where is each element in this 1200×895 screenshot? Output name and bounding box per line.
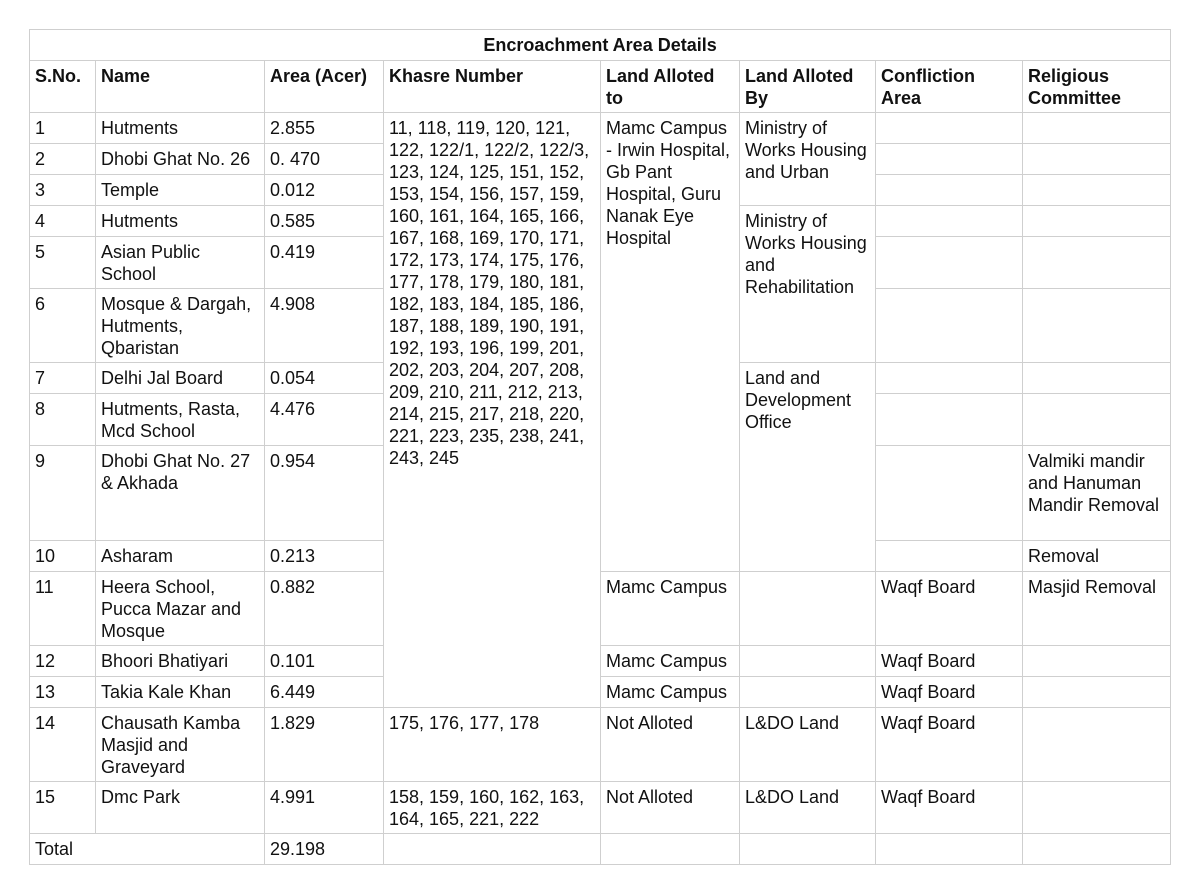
cell-land-by [740,834,876,865]
cell-area: 2.855 [265,113,384,144]
cell-name: Delhi Jal Board [96,363,265,394]
cell-religious [1023,646,1171,677]
cell-name: Temple [96,175,265,206]
cell-sno: 8 [30,394,96,446]
cell-sno: 10 [30,541,96,572]
cell-name: Hutments [96,113,265,144]
cell-area: 0.213 [265,541,384,572]
table-row [30,572,1171,646]
cell-confliction [876,289,1023,363]
cell-land-by [740,572,876,646]
cell-religious [1023,834,1171,865]
cell-area: 0.101 [265,646,384,677]
cell-confliction [876,446,1023,541]
cell-confliction: Waqf Board [876,572,1023,646]
cell-name: Dhobi Ghat No. 27 & Akhada [96,446,265,541]
cell-area: 4.476 [265,394,384,446]
cell-confliction [876,113,1023,144]
cell-sno: 3 [30,175,96,206]
cell-land-to: Mamc Campus [601,572,740,646]
header-religious-committee: Religious Committee [1023,61,1171,113]
cell-religious [1023,113,1171,144]
total-row [30,834,1171,865]
cell-land-to: Mamc Campus [601,646,740,677]
cell-sno: 11 [30,572,96,646]
cell-land-to: Not Alloted [601,708,740,782]
cell-sno: 2 [30,144,96,175]
cell-confliction: Waqf Board [876,708,1023,782]
cell-confliction: Waqf Board [876,677,1023,708]
table-row [30,708,1171,782]
cell-khasra: 175, 176, 177, 178 [384,708,601,782]
encroachment-table [29,29,1171,865]
cell-area: 0.585 [265,206,384,237]
cell-sno: 15 [30,782,96,834]
table-row [30,782,1171,834]
cell-area: 0.054 [265,363,384,394]
cell-confliction [876,206,1023,237]
cell-land-by: L&DO Land [740,708,876,782]
cell-land-by [740,646,876,677]
header-land-alloted-by: Land Alloted By [740,61,876,113]
cell-area: 0.012 [265,175,384,206]
cell-name: Chausath Kamba Masjid and Graveyard [96,708,265,782]
table-row [30,113,1171,144]
cell-religious [1023,394,1171,446]
cell-religious: Removal [1023,541,1171,572]
cell-confliction [876,394,1023,446]
cell-sno: 6 [30,289,96,363]
cell-area: 1.829 [265,708,384,782]
cell-name: Heera School, Pucca Mazar and Mosque [96,572,265,646]
cell-confliction [876,175,1023,206]
cell-land-by: L&DO Land [740,782,876,834]
cell-name: Mosque & Dargah, Hutments, Qbaristan [96,289,265,363]
cell-religious [1023,206,1171,237]
cell-religious [1023,289,1171,363]
cell-khasra-merged: 11, 118, 119, 120, 121, 122, 122/1, 122/2, 122/3, 123, 124, 125, 151, 152, 153, 154, 156, 157, 159, 160, 161, 164, 165, 166, 167, 168, 169, 170, 171, 172, 173, 174, 175, 176, 177, 178, 179, 180, 181, 182, 183, 184, 185, 186, 187, 188, 189, 190, 191, 192, 193, 196, 199, 201, 202, 203, 204, 207, 208, 209, 210, 211, 212, 213, 214, 215, 217, 218, 220, 221, 223, 235, 238, 241, 243, 245 [384,113,601,708]
cell-sno: 5 [30,237,96,289]
cell-name: Hutments, Rasta, Mcd School [96,394,265,446]
cell-religious [1023,175,1171,206]
cell-sno: 12 [30,646,96,677]
cell-land-to: Mamc Campus [601,677,740,708]
cell-religious [1023,677,1171,708]
cell-name: Dhobi Ghat No. 26 [96,144,265,175]
header-sno: S.No. [30,61,96,113]
cell-land-to [601,834,740,865]
cell-land-by-ministry-rehab: Ministry of Works Housing and Rehabilitation [740,206,876,363]
cell-sno: 9 [30,446,96,541]
cell-confliction [876,834,1023,865]
table-row [30,677,1171,708]
cell-confliction [876,363,1023,394]
cell-area: 4.991 [265,782,384,834]
cell-name: Takia Kale Khan [96,677,265,708]
cell-religious [1023,708,1171,782]
cell-land-by-ldo: Land and Development Office [740,363,876,572]
cell-land-to-merged: Mamc Campus - Irwin Hospital, Gb Pant Hospital, Guru Nanak Eye Hospital [601,113,740,572]
cell-khasra [384,834,601,865]
cell-confliction: Waqf Board [876,646,1023,677]
cell-area: 0.419 [265,237,384,289]
cell-name: Bhoori Bhatiyari [96,646,265,677]
cell-religious [1023,363,1171,394]
cell-land-by [740,677,876,708]
cell-confliction: Waqf Board [876,782,1023,834]
cell-sno: 14 [30,708,96,782]
cell-name: Dmc Park [96,782,265,834]
header-land-alloted-to: Land Alloted to [601,61,740,113]
cell-area: 6.449 [265,677,384,708]
cell-land-by-ministry-urban: Ministry of Works Housing and Urban [740,113,876,206]
cell-name: Asian Public School [96,237,265,289]
header-area: Area (Acer) [265,61,384,113]
cell-land-to: Not Alloted [601,782,740,834]
total-area: 29.198 [265,834,384,865]
cell-area: 0.954 [265,446,384,541]
cell-confliction [876,144,1023,175]
cell-religious: Masjid Removal [1023,572,1171,646]
cell-khasra: 158, 159, 160, 162, 163, 164, 165, 221, 222 [384,782,601,834]
cell-name: Hutments [96,206,265,237]
cell-confliction [876,541,1023,572]
cell-area: 4.908 [265,289,384,363]
cell-religious [1023,144,1171,175]
header-khasra: Khasre Number [384,61,601,113]
table-row [30,646,1171,677]
cell-area: 0.882 [265,572,384,646]
cell-sno: 4 [30,206,96,237]
cell-sno: 13 [30,677,96,708]
cell-sno: 1 [30,113,96,144]
cell-confliction [876,237,1023,289]
total-label: Total [30,834,265,865]
table-title: Encroachment Area Details [30,30,1171,61]
cell-religious [1023,237,1171,289]
cell-religious [1023,782,1171,834]
cell-sno: 7 [30,363,96,394]
cell-religious: Valmiki mandir and Hanuman Mandir Removal [1023,446,1171,541]
header-name: Name [96,61,265,113]
cell-name: Asharam [96,541,265,572]
cell-area: 0. 470 [265,144,384,175]
header-confliction-area: Confliction Area [876,61,1023,113]
